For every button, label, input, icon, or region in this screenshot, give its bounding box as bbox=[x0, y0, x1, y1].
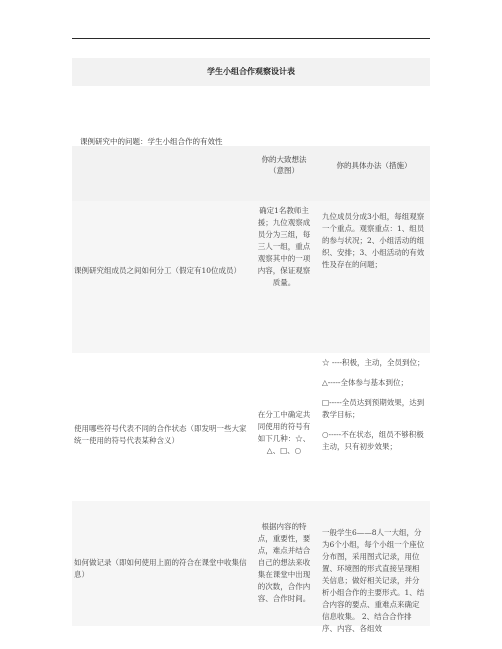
row-intent: 在分工中确定共同使用的符号有如下几种：☆、△、□、○ bbox=[257, 410, 311, 455]
measure-item: ☆ ----积极，主动，全员到位； bbox=[322, 358, 425, 367]
table-row bbox=[72, 353, 430, 501]
page-title: 学生小组合作观察设计表 bbox=[207, 67, 295, 76]
table-row bbox=[72, 501, 430, 633]
observation-table bbox=[72, 58, 430, 633]
measure-item: 九位成员分成3小组，每组观察一个重点。观察重点：1、组员的参与状况；2、小组活动的组织、安排；3、小组活动的有效性及存在的问题； bbox=[322, 212, 425, 269]
research-question: 课例研究中的问题：学生小组合作的有效性 bbox=[80, 137, 223, 146]
row-intent: 确定1名教师主援；九位观察成员分为三组，每三人一组，重点观察其中的一项内容，保证观察质量。 bbox=[257, 206, 311, 287]
row-question: 课例研究组成员之间如何分工（假定有10位成员） bbox=[74, 266, 242, 275]
measure-item: ○-----不在状态，组员不够积极主动，只有初步效果； bbox=[322, 430, 424, 451]
row-measures bbox=[322, 527, 426, 633]
row-intent: 根据内容的特点，重要性，要点，难点并结合自己的想法来收集在课堂中出现的次数，合作内容、合作时间。 bbox=[257, 522, 311, 603]
table-header bbox=[72, 146, 430, 201]
measure-item: 一般学生6——8人一大组，分为6个小组，每个小组一个座位分布图，采用图式记录，用位置、环境图的形式直接呈现相关信息；做好相关记录，并分析小组合作的主要形式。1、结合内容的要点、重难点来确定信息收集。 2、结合合作排序、内容、各组效 bbox=[322, 528, 425, 633]
header-measures: 你的具体办法（措施） bbox=[336, 161, 412, 170]
title-band bbox=[72, 58, 430, 86]
measure-item: △-----全体参与基本到位； bbox=[322, 378, 408, 387]
header-intent: 你的大致想法（意图） bbox=[261, 155, 307, 175]
research-question-band bbox=[72, 86, 430, 146]
row-question: 如何做记录（即如何使用上面的符合在课堂中收集信息） bbox=[74, 558, 247, 579]
row-measures bbox=[322, 357, 426, 453]
row-question: 使用哪些符号代表不同的合作状态（即发明一些大家统一使用的符号代表某种含义） bbox=[74, 424, 247, 445]
row-measures bbox=[322, 211, 426, 271]
table-row bbox=[72, 201, 430, 353]
page-top-rule bbox=[72, 38, 430, 39]
measure-item: □-----全员达到预期效果，达到教学目标； bbox=[322, 398, 425, 419]
